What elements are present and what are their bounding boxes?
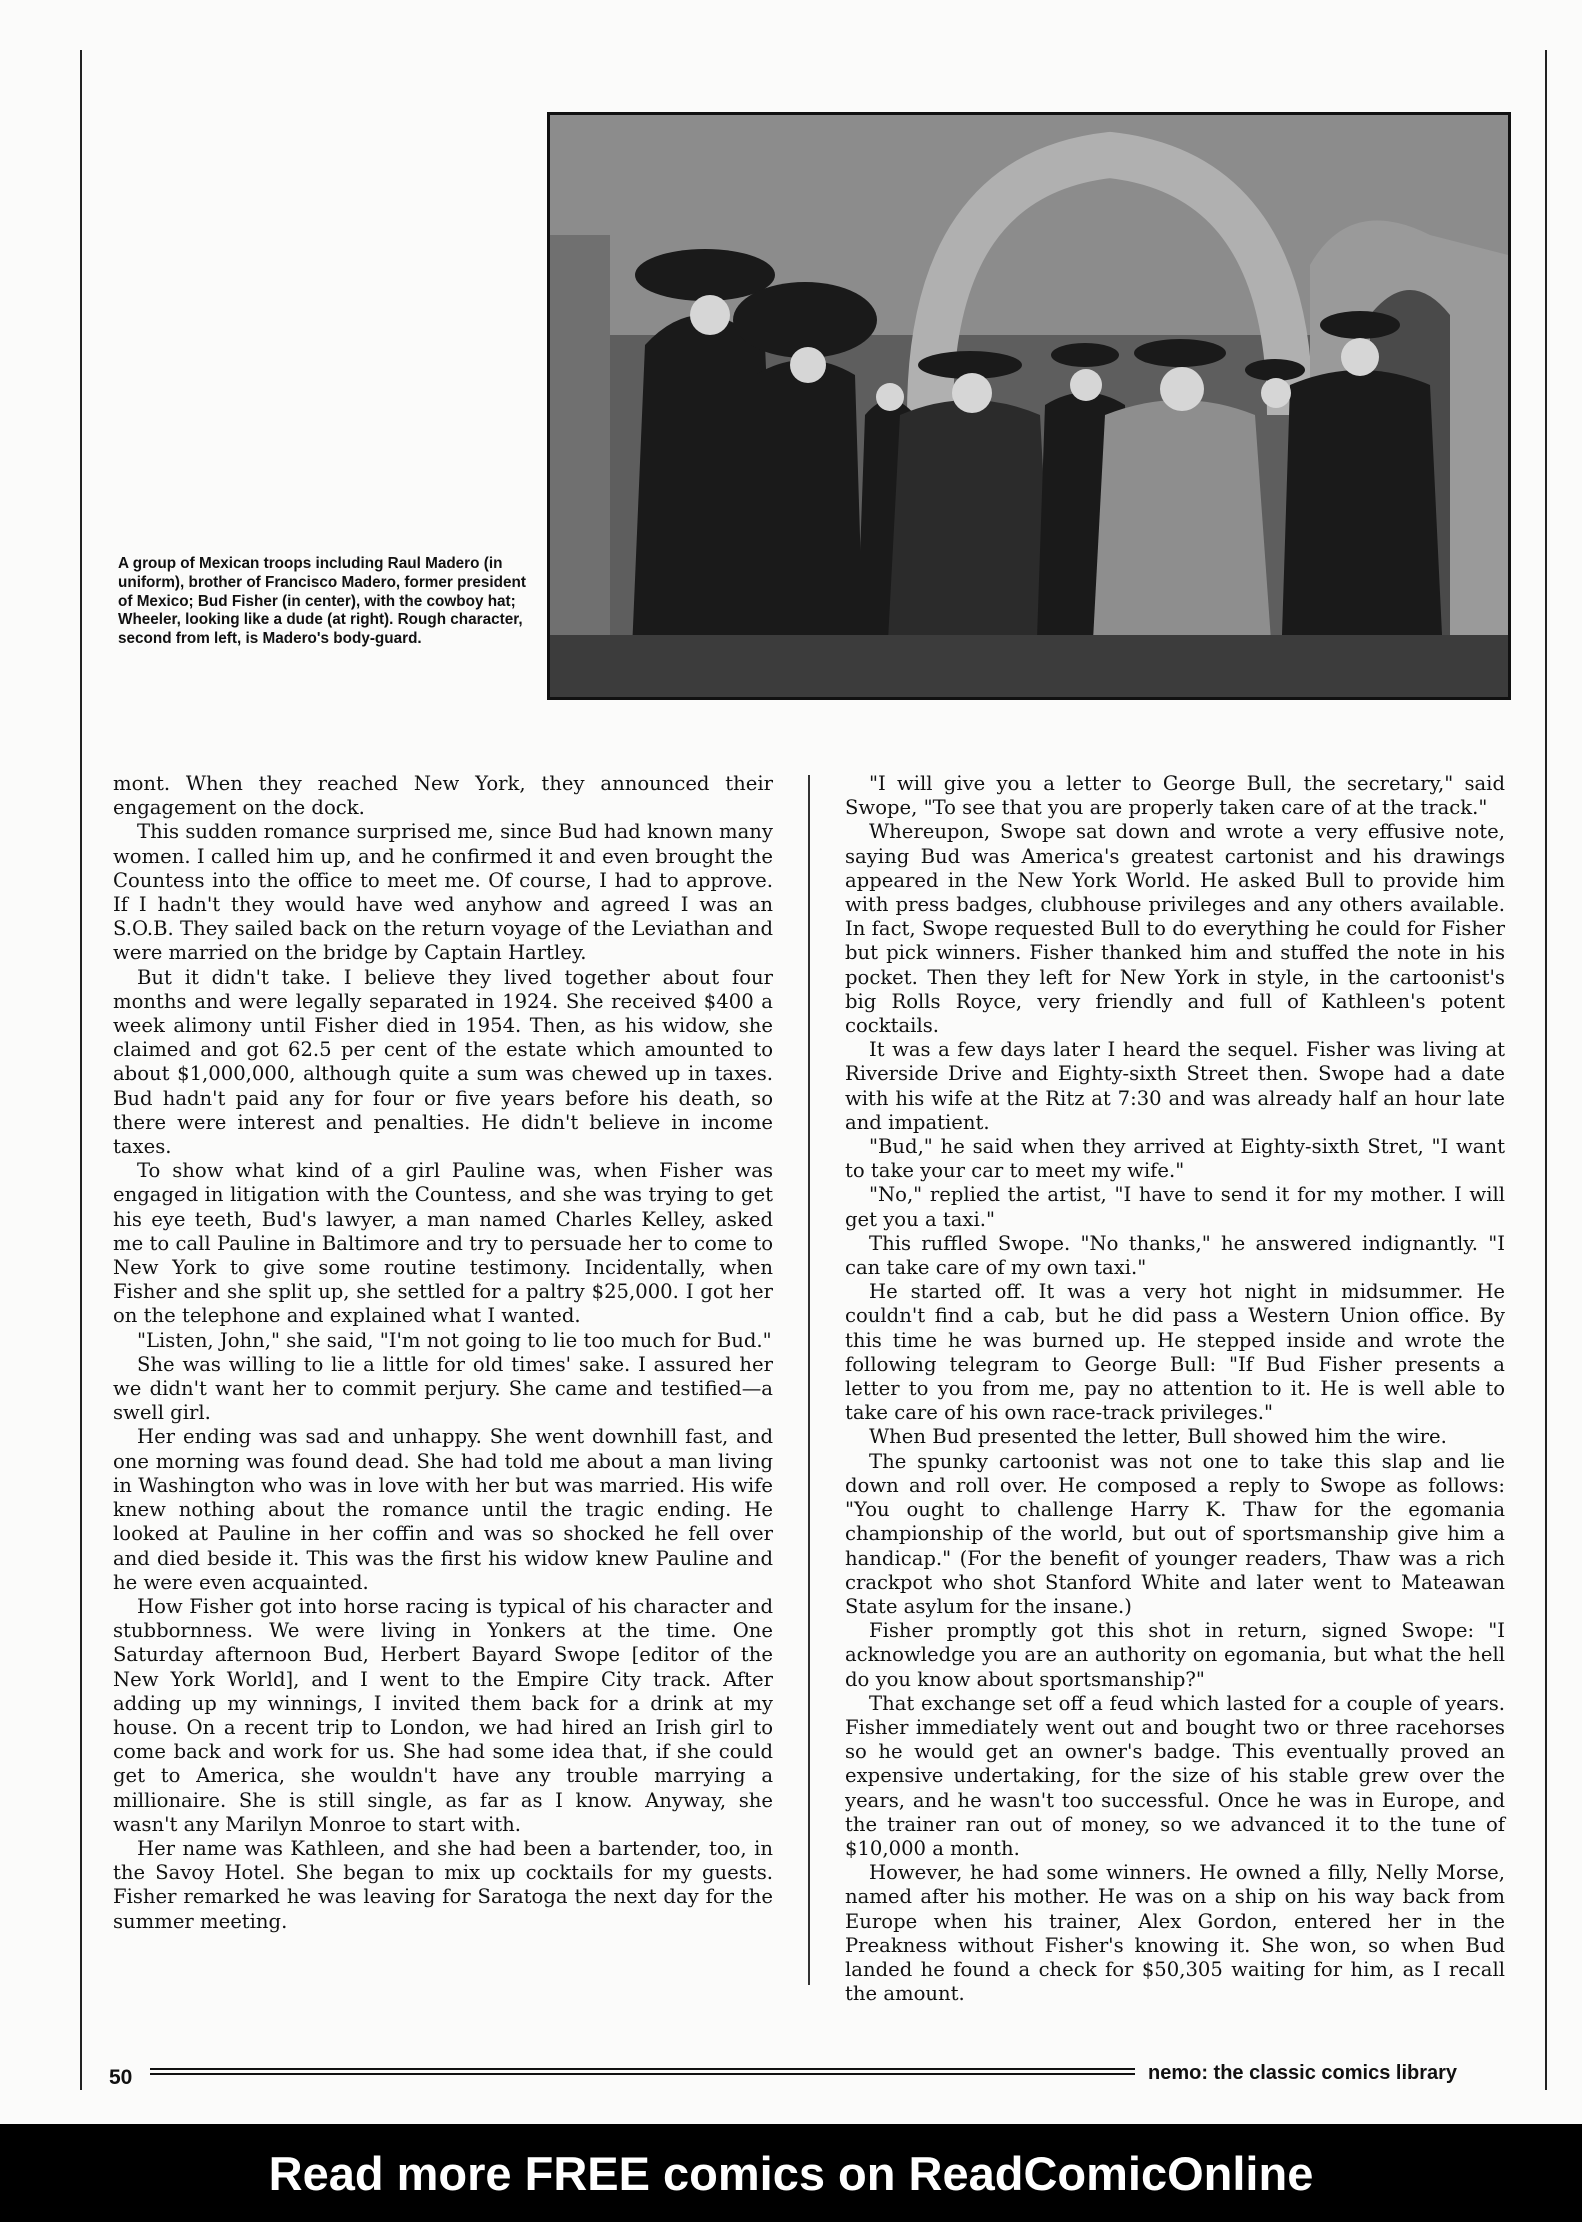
paragraph: "Listen, John," she said, "I'm not going to lie too much for Bud."	[137, 1328, 772, 1352]
photo-caption: A group of Mexican troops including Raul Madero (in uniform), brother of Francisco Madero, former president of Mexico; Bud Fisher (in center), with the cowboy hat; Wheeler, looking like a dude (at right). Rough character, second from left, is Madero's body-guard.	[118, 555, 526, 648]
article-column-left	[113, 772, 773, 1934]
promo-banner	[0, 2124, 1582, 2222]
paragraph: Fisher promptly got this shot in return, signed Swope: "I acknowledge you are an authority on egomania, but what the hell do you know about sportsmanship?"	[845, 1619, 1505, 1691]
group-photograph	[547, 112, 1511, 700]
promo-link[interactable]: Read more FREE comics on ReadComicOnline	[268, 2146, 1314, 2200]
paragraph: This sudden romance surprised me, since Bud had known many women. I called him up, and he confirmed it and even brought the Countess into the office to meet me. Of course, I had to approve. If I hadn't they would have wed anyhow and agreed I was an S.O.B. They sailed back on the return voyage of the Leviathan and were married on the bridge by Captain Hartley.	[113, 820, 773, 965]
page-number: 50	[109, 2066, 133, 2089]
paragraph: It was a few days later I heard the sequel. Fisher was living at Riverside Drive and Eighty-sixth Street then. Swope had a date with his wife at the Ritz at 7:30 and was already half an hour late and impatient.	[845, 1038, 1505, 1134]
column-divider	[808, 775, 810, 1985]
paragraph: How Fisher got into horse racing is typical of his character and stubbornness. We were living in Yonkers at the time. One Saturday afternoon Bud, Herbert Bayard Swope [editor of the New York World], and I went to the Empire City track. After adding up my winnings, I invited them back for a drink at my house. On a recent trip to London, we had hired an Irish girl to come back and work for us. She had some idea that, if she could get to America, she wouldn't have any trouble marrying a millionaire. She is still single, as far as I know. Anyway, she wasn't any Marilyn Monroe to start with.	[113, 1594, 773, 1836]
footer-rule	[150, 2068, 1135, 2080]
paragraph: "Bud," he said when they arrived at Eighty-sixth Stret, "I want to take your car to meet my wife."	[845, 1135, 1505, 1183]
article-column-right	[845, 772, 1505, 2006]
paragraph: Her name was Kathleen, and she had been a bartender, too, in the Savoy Hotel. She began to mix up cocktails for my guests. Fisher remarked he was leaving for Saratoga the next day for the summer meeting.	[113, 1836, 773, 1933]
paragraph: The spunky cartoonist was not one to take this slap and lie down and roll over. He composed a reply to Swope as follows: "You ought to challenge Harry K. Thaw for the egomania championship of the world, but out of sportsmanship give him a handicap." (For the benefit of younger readers, Thaw was a rich crackpot who shot Stanford White and later went to Mateawan State asylum for the insane.)	[845, 1449, 1505, 1618]
page-border-left	[80, 50, 82, 2090]
paragraph: Her ending was sad and unhappy. She went downhill fast, and one morning was found dead. She had told me about a man living in Washington who was in love with her but was married. His wife knew nothing about the romance until the tragic ending. He looked at Pauline in her coffin and was so shocked he fell over and died beside it. This was the first his widow knew Pauline and he were even acquainted.	[113, 1425, 773, 1594]
paragraph: That exchange set off a feud which lasted for a couple of years. Fisher immediately went out and bought two or three racehorses so he would get an owner's badge. This eventually proved an expensive undertaking, for the size of his stable grew over the years, and he wasn't too successful. Once he was in Europe, and the trainer ran out of money, so we advanced it to the tune of $10,000 a month.	[845, 1691, 1505, 1860]
paragraph: This ruffled Swope. "No thanks," he answered indignantly. "I can take care of my own taxi."	[845, 1231, 1505, 1280]
photo-illustration	[550, 115, 1508, 697]
paragraph: mont. When they reached New York, they announced their engagement on the dock.	[113, 772, 773, 820]
paragraph: However, he had some winners. He owned a filly, Nelly Morse, named after his mother. He was on a ship on his way back from Europe when his trainer, Alex Gordon, entered her in the Preakness without Fisher's knowing it. She won, so when Bud landed he found a check for $50,305 waiting for him, as I recall the amount.	[845, 1861, 1505, 2006]
page-border-right	[1545, 50, 1547, 2090]
paragraph: Whereupon, Swope sat down and wrote a very effusive note, saying Bud was America's greatest cartonist and his drawings appeared in the New York World. He asked Bull to provide him with press badges, clubhouse privileges and any others available. In fact, Swope requested Bull to do everything he could for Fisher but pick winners. Fisher thanked him and stuffed the note in his pocket. Then they left for New York in style, in the cartoonist's big Rolls Royce, very friendly and full of Kathleen's potent cocktails.	[845, 820, 1505, 1038]
paragraph: She was willing to lie a little for old times' sake. I assured her we didn't want her to commit perjury. She came and testified—a swell girl.	[113, 1352, 773, 1425]
paragraph: "No," replied the artist, "I have to send it for my mother. I will get you a taxi."	[845, 1183, 1505, 1231]
publication-name: nemo: the classic comics library	[1148, 2062, 1458, 2084]
paragraph: "I will give you a letter to George Bull, the secretary," said Swope, "To see that you are properly taken care of at the track."	[845, 772, 1505, 820]
paragraph: He started off. It was a very hot night in midsummer. He couldn't find a cab, but he did pass a Western Union office. By this time he was burned up. He stepped inside and wrote the following telegram to George Bull: "If Bud Fisher presents a letter to you from me, pay no attention to it. He is well able to take care of his own race-track privileges."	[845, 1280, 1505, 1425]
paragraph: When Bud presented the letter, Bull showed him the wire.	[869, 1425, 1447, 1449]
paragraph: But it didn't take. I believe they lived together about four months and were legally separated in 1924. She received $400 a week alimony until Fisher died in 1954. Then, as his widow, she claimed and got 62.5 per cent of the estate which amounted to about $1,000,000, although quite a sum was chewed up in taxes. Bud hadn't paid any for four or five years before his death, so there were interest and penalties. He didn't believe in income taxes.	[113, 965, 773, 1159]
paragraph: To show what kind of a girl Pauline was, when Fisher was engaged in litigation with the Countess, and she was trying to get his eye teeth, Bud's lawyer, a man named Charles Kelley, asked me to call Pauline in Baltimore and try to persuade her to come to New York to give some routine testimony. Incidentally, when Fisher and she split up, she settled for a paltry $25,000. I got her on the telephone and explained what I wanted.	[113, 1159, 773, 1328]
